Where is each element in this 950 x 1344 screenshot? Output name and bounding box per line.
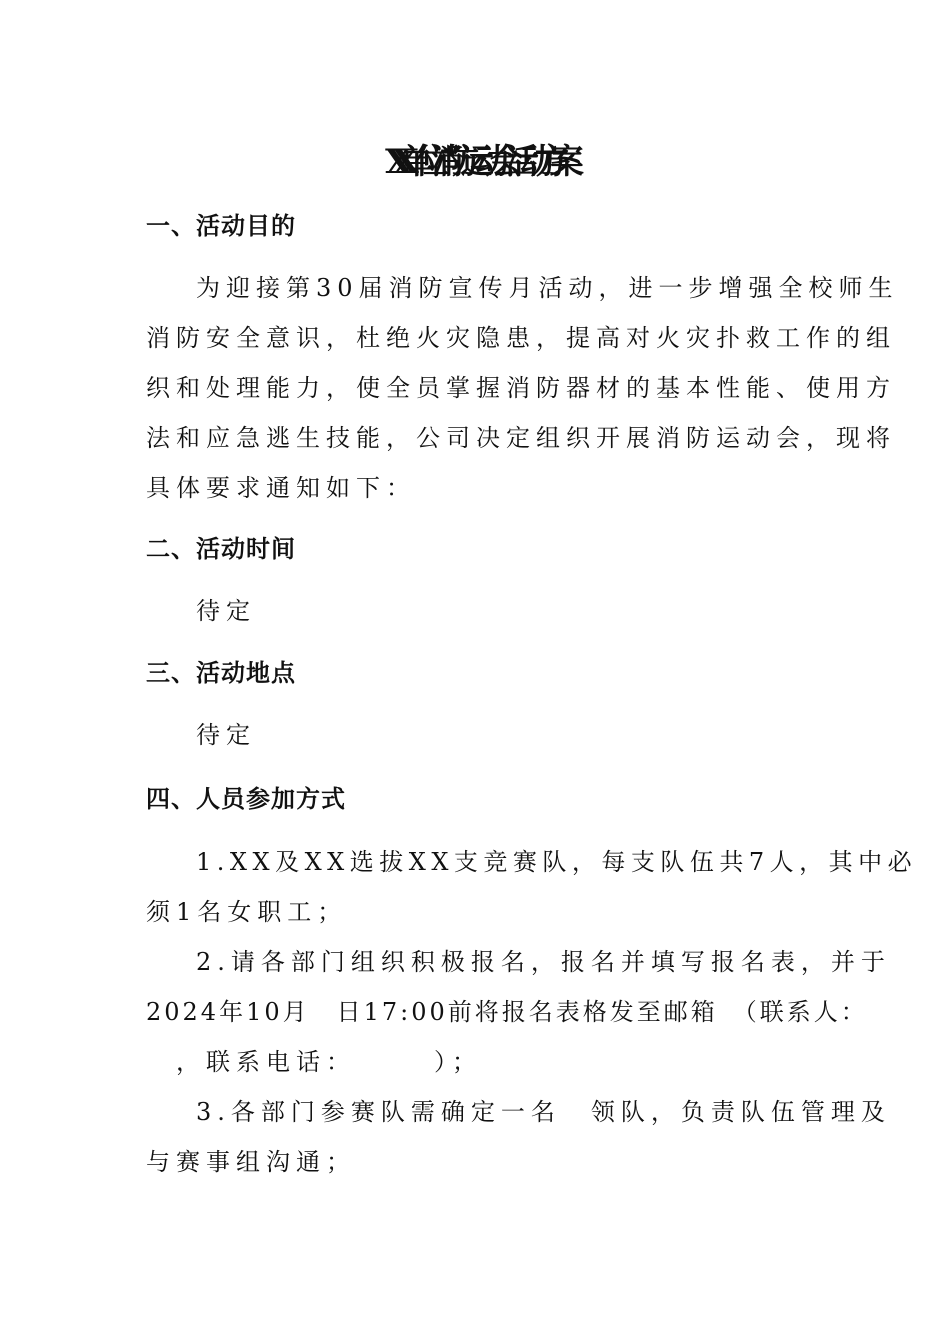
paragraph-line: 待定 — [196, 721, 256, 749]
section-heading-participation: 四、人员参加方式 — [146, 785, 346, 813]
paragraph-line: 待定 — [196, 597, 256, 625]
section-heading-location: 三、活动地点 — [146, 659, 296, 687]
paragraph-line: 与赛事组沟通； — [146, 1148, 356, 1176]
paragraph-line: 具体要求通知如下： — [146, 474, 416, 502]
paragraph-line: 法和应急逃生技能，公司决定组织开展消防运动会，现将 — [146, 424, 896, 452]
paragraph-line: 1.XX及XX选拔XX支竞赛队，每支队伍共7人，其中必 — [196, 848, 918, 876]
paragraph-line: 织和处理能力，使全员掌握消防器材的基本性能、使用方 — [146, 374, 896, 402]
section-heading-purpose: 一、活动目的 — [146, 212, 296, 240]
paragraph-line: 消防安全意识，杜绝火灾隐患，提高对火灾扑救工作的组 — [146, 324, 896, 352]
section-heading-time: 二、活动时间 — [146, 535, 296, 563]
paragraph-line: 3.各部门参赛队需确定一名 领队，负责队伍管理及 — [196, 1098, 891, 1126]
paragraph-line: 2024年10月 日17:00前将报名表格发至邮箱 （联系人： — [146, 998, 868, 1026]
paragraph-line: 须1名女职工； — [146, 898, 348, 926]
paragraph-line: 为迎接第30届消防宣传月活动，进一步增强全校师生 — [196, 274, 899, 302]
paragraph-line: ，联系电话： ）； — [146, 1048, 482, 1076]
document-title: XX单位消防运动会活动方案 — [385, 142, 565, 182]
paragraph-line: 2.请各部门组织积极报名，报名并填写报名表，并于 — [196, 948, 891, 976]
